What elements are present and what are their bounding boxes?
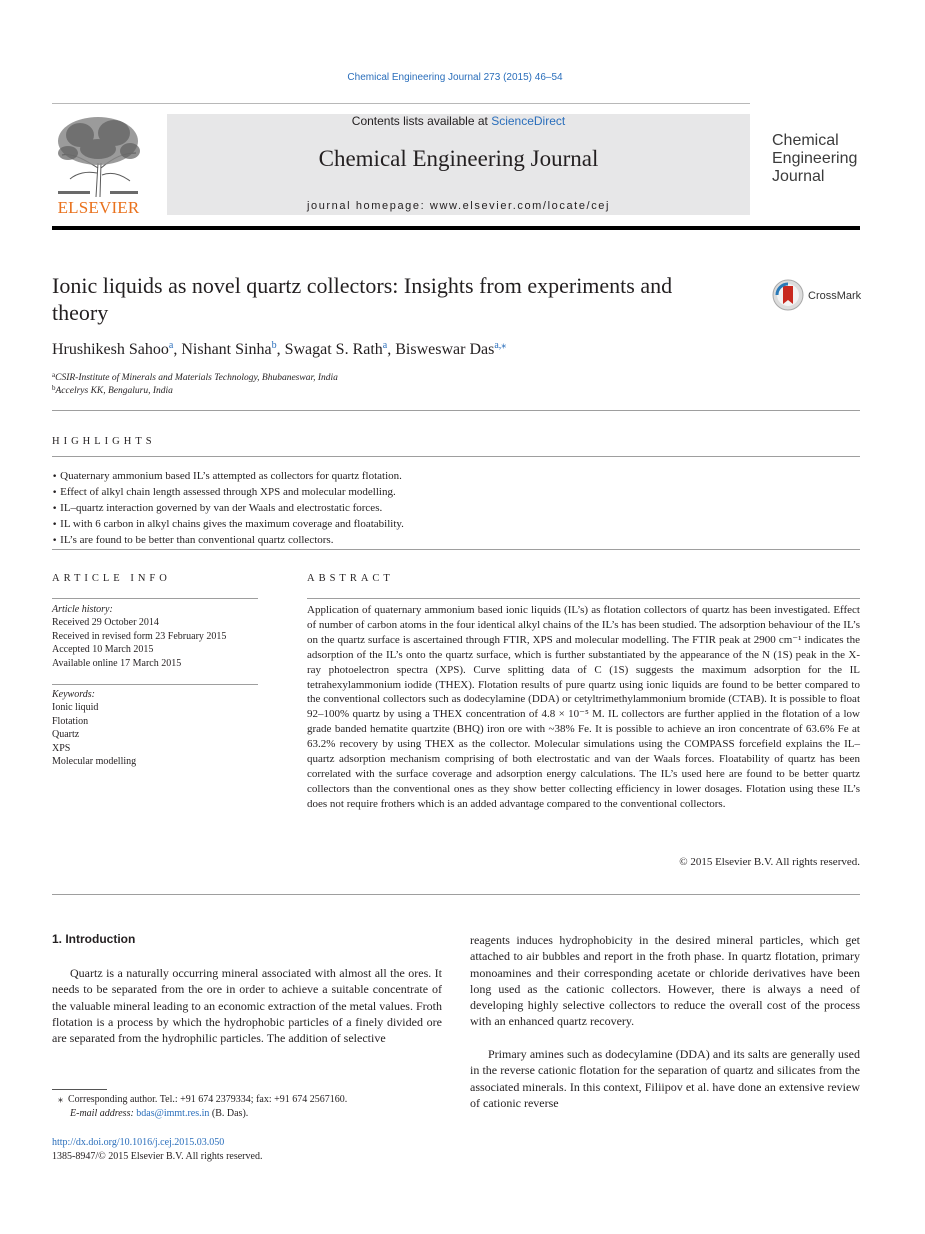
highlights-heading: HIGHLIGHTS (52, 436, 156, 447)
keyword: Quartz (52, 729, 80, 741)
journal-citation[interactable]: Chemical Engineering Journal 273 (2015) 46–54 (347, 72, 563, 83)
journal-name: Chemical Engineering Journal (318, 146, 599, 171)
journal-logo-line: Journal (772, 168, 825, 185)
abstract-text: Application of quaternary ammonium based ionic liquids (IL’s) as flotation collectors of quartz has been investigated. Effect of number of carbon atoms in the four identical alkyl chains of the IL’s has been studied. The adsorption behaviour of the IL’s on the quartz surface is ascertained through FTIR, XPS and molecular modelling. The FTIR peak at 2900 cm⁻¹ indicates the adsorption of the IL’s onto the quartz surface, which is further substantiated by the appearance of the N (1S) peak in the X-ray photoelectron spectra (XPS). Curve splitting data of C (1S) suggests the maximum adsorption for the IL tetrahexylammonium iodide (THEX). Flotation results of pure quartz using ionic liquids are found to be better compared to the conventional collectors such as dodecylamine (DDA) or cetyltrimethylammonium bromide (CTAB). It is possible to float 92–100% quartz by using a THEX concentration of 4.8 × 10⁻⁵ M. IL collectors are further applied in the flotation of a low grade banded hematite quartzite (BHQ) iron ore with ~38% Fe. It is possible to achieve an iron concentrate of 63.6% Fe at 63.2% recovery by using THEX as the collector. Molecular simulations using the COMPASS forcefield explains the IL–quartz adsorption mechanism comprising of both electrostatic and van der Waals forces. Floatability of quartz has been correlated with the surface coverage and adsorption energy calculations. The IL’s used here are found to be better quartz collectors than the conventional ones as they show better collecting efficiency in lower dosages. Flotation using these IL’s does not require frothers which is an added advantage compared to the conventional collectors. (307, 604, 860, 810)
affiliation-text: Accelrys KK, Bengaluru, India (55, 386, 173, 396)
header-divider (52, 103, 750, 104)
introduction-heading: 1. Introduction (52, 932, 136, 946)
crossmark-icon (772, 279, 806, 311)
issn-line: 1385-8947/© 2015 Elsevier B.V. All rights reserved. (52, 1151, 263, 1162)
affiliation-text: CSIR-Institute of Minerals and Materials Technology, Bhubaneswar, India (55, 373, 338, 383)
footnote-rule (52, 1089, 107, 1090)
publisher-wordmark: ELSEVIER (57, 198, 140, 217)
journal-logo-line: Engineering (772, 150, 858, 167)
intro-paragraph: reagents induces hydrophobicity in the desired mineral particles, which get attached to air bubbles and report in the froth phase. In quartz flotation, primary monoamines and their corresponding acetate or chloride derivatives have been long used as the cationic collectors. However, there is always a need of developing highly selective collectors to reduce the overall cost of the process with an enhanced quartz recovery. (470, 933, 860, 1029)
corresponding-author-footnote (52, 1093, 458, 1107)
crossmark-label[interactable]: CrossMark (808, 290, 862, 302)
highlight-item: • IL with 6 carbon in alkyl chains gives the maximum coverage and floatability. (52, 518, 404, 530)
article-info-rule (52, 598, 258, 599)
keywords-label: Keywords: (52, 689, 95, 700)
section-divider (52, 549, 860, 550)
history-entry: Received 29 October 2014 (52, 617, 159, 629)
footnote-marker: ⁎ (58, 1094, 63, 1105)
doi-block (52, 1136, 262, 1164)
keyword: XPS (52, 742, 71, 754)
author-separator: , (387, 341, 396, 358)
affiliation-marker: a (52, 371, 56, 379)
history-entry: Accepted 10 March 2015 (52, 644, 154, 656)
section-divider (52, 410, 860, 411)
author-affiliation-mark[interactable]: b (271, 340, 277, 351)
abstract-heading: ABSTRACT (307, 573, 394, 584)
abstract-rule (307, 598, 860, 599)
section-divider (52, 894, 860, 895)
history-label: Article history: (52, 604, 113, 615)
doi-link[interactable]: http://dx.doi.org/10.1016/j.cej.2015.03.050 (52, 1137, 225, 1148)
email-suffix: (B. Das). (209, 1108, 249, 1119)
intro-paragraph: Quartz is a naturally occurring mineral associated with almost all the ores. It needs to be separated from the ore in order to achieve a suitable concentrate of the valuable mineral leading to an economic extraction of the metal values. Froth flotation is a process by which the hydrophobic particles of a finely divided ore are separated from the hydrophilic particles. The addition of selective (52, 966, 442, 1046)
intro-paragraph: Primary amines such as dodecylamine (DDA) and its salts are generally used in the reverse cationic flotation for the separation of quartz and silicates from the associated minerals. In this context, Filiipov et al. have done an extensive review of cationic reverse (470, 1047, 860, 1110)
contents-line (167, 114, 750, 128)
keywords-rule (52, 684, 258, 685)
email-label: E-mail address: (70, 1108, 137, 1119)
article-title: Ionic liquids as novel quartz collectors: Insights from experiments and theory (52, 273, 673, 325)
highlight-item: • IL–quartz interaction governed by van der Waals and electrostatic forces. (52, 502, 383, 514)
highlights-rule (52, 456, 860, 457)
keyword: Ionic liquid (52, 702, 99, 714)
author-affiliation-mark[interactable]: a,⁎ (494, 340, 507, 351)
footnote-text: Corresponding author. Tel.: +91 674 2379334; fax: +91 674 2567160. (68, 1094, 348, 1105)
article-info-heading: ARTICLE INFO (52, 573, 171, 584)
abstract-copyright: © 2015 Elsevier B.V. All rights reserved. (679, 856, 860, 868)
keywords-block (52, 688, 262, 768)
author-affiliation-mark[interactable]: a (168, 340, 174, 351)
highlights-list (52, 469, 404, 549)
journal-logo (772, 132, 872, 186)
email-link[interactable]: bdas@immt.res.in (136, 1108, 210, 1119)
author-name: Swagat S. Rath (284, 341, 383, 358)
affiliation-a (52, 371, 338, 383)
contents-prefix: Contents lists available at (351, 114, 492, 128)
article-history (52, 603, 262, 670)
keyword: Molecular modelling (52, 756, 137, 768)
journal-homepage[interactable]: journal homepage: www.elsevier.com/locate/cej (306, 200, 611, 212)
author-list (52, 340, 506, 359)
author-name: Hrushikesh Sahoo (52, 341, 169, 358)
keyword: Flotation (52, 715, 89, 727)
affiliation-marker: b (52, 384, 56, 392)
highlight-item: • Effect of alkyl chain length assessed through XPS and molecular modelling. (52, 486, 396, 498)
author-name: Bisweswar Das (395, 341, 495, 358)
author-separator: , (173, 341, 182, 358)
history-entry: Received in revised form 23 February 2015 (52, 630, 227, 642)
email-footnote (52, 1107, 470, 1121)
affiliation-b (52, 384, 173, 396)
sciencedirect-link[interactable]: ScienceDirect (491, 114, 566, 128)
author-separator: , (276, 341, 285, 358)
author-affiliation-mark[interactable]: a (382, 340, 388, 351)
journal-logo-line: Chemical (772, 132, 839, 149)
history-entry: Available online 17 March 2015 (52, 657, 182, 669)
highlight-item: • IL’s are found to be better than conventional quartz collectors. (52, 534, 334, 546)
highlight-item: • Quaternary ammonium based IL’s attempted as collectors for quartz flotation. (52, 470, 402, 482)
header-thick-rule (52, 226, 860, 230)
author-name: Nishant Sinha (181, 341, 272, 358)
